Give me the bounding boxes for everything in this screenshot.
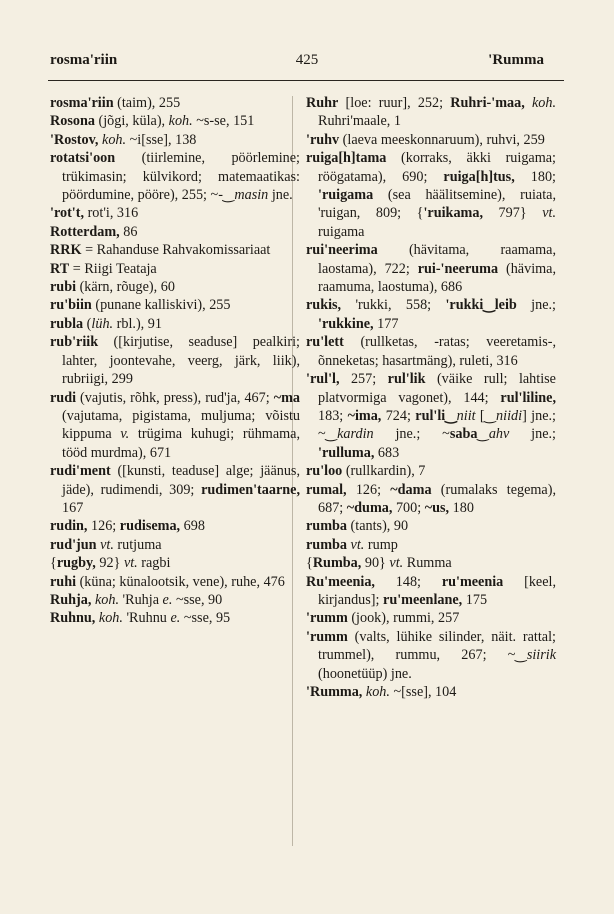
dictionary-entry: ru'lett (rullketas, -ratas; veeretamis-, õnneketas; hasartmäng), ruleti, 316 <box>306 334 556 369</box>
dictionary-entry: rotatsi'oon (tiirlemine, pöörlemine; trükimasin; külvikord; matemaatikas: pöördumine, pööre), 255; ~-‿masin jne. <box>50 150 300 204</box>
dictionary-entry: ruiga[h]tama (korraks, äkki ruigama; röögatama), 690; ruiga[h]tus, 180; 'ruigama (sea häälitsemine), ruiata, 'ruigan, 809; {'ruikama, 797} vt. ruigama <box>306 150 556 240</box>
header-right-guideword: 'Rumma <box>488 52 544 68</box>
dictionary-entry: rud'jun vt. rutjuma <box>50 536 162 553</box>
dictionary-entry: {Rumba, 90} vt. Rumma <box>306 555 452 572</box>
dictionary-entry: Ruhr [loe: ruur], 252; Ruhri-'maa, koh. Ruhri'maale, 1 <box>306 95 556 130</box>
right-column <box>306 94 556 701</box>
page-number: 425 <box>295 52 319 68</box>
header-rule <box>48 80 564 81</box>
dictionary-entry: rubla (lüh. rbl.), 91 <box>50 315 162 332</box>
dictionary-entry: rui'neerima (hävitama, raamama, laostama), 722; rui-'neeruma (hävima, raamuma, laostuma), 686 <box>306 242 557 296</box>
dictionary-entry: rudin, 126; rudisema, 698 <box>50 518 205 535</box>
dictionary-entry: 'ruhv (laeva meeskonnaruum), ruhvi, 259 <box>306 131 545 148</box>
dictionary-entry: rosma'riin (taim), 255 <box>50 95 181 111</box>
dictionary-entry: 'Rumma, koh. ~[sse], 104 <box>306 684 457 700</box>
dictionary-entry: 'rumm (jook), rummi, 257 <box>306 610 460 627</box>
dictionary-entry: RT = Riigi Teataja <box>50 260 157 277</box>
dictionary-entry: RRK = Rahanduse Rahvakomissariaat <box>50 242 271 259</box>
dictionary-entry: rudi (vajutis, rõhk, press), rud'ja, 467; ~ma (vajutama, pigistama, muljuma; võistu kippuma v. trügima kuhugi; rühmama, tööd murdma), 671 <box>50 389 300 461</box>
dictionary-entry: 'rumm (valts, lühike silinder, näit. rattal; trummel), rummu, 267; ~‿siirik (hoonetüüp) jne. <box>306 628 556 682</box>
header-left-guideword: rosma'riin <box>50 52 118 68</box>
dictionary-entry: 'rot't, rot'i, 316 <box>50 205 139 222</box>
dictionary-entry: rumba vt. rump <box>306 536 398 553</box>
dictionary-entry: rub'riik ([kirjutise, seaduse] pealkiri; lahter, joontevahe, veerg, järk, liik), rubriigi, 299 <box>50 334 300 388</box>
dictionary-entry: Rosona (jõgi, küla), koh. ~s-se, 151 <box>50 113 255 130</box>
dictionary-entry: rukis, 'rukki, 558; 'rukki‿leib jne.; 'rukkine, 177 <box>306 297 557 332</box>
dictionary-entry: rumal, 126; ~dama (rumalaks tegema), 687; ~duma, 700; ~us, 180 <box>306 481 556 516</box>
dictionary-entry: Rotterdam, 86 <box>50 223 138 240</box>
page-header <box>0 52 614 76</box>
dictionary-entry: Ru'meenia, 148; ru'meenia [keel, kirjandus]; ru'meenlane, 175 <box>306 573 556 608</box>
dictionary-entry: Ruhja, koh. 'Ruhja e. ~sse, 90 <box>50 591 223 608</box>
dictionary-entry: rumba (tants), 90 <box>306 518 409 535</box>
left-column <box>50 94 300 628</box>
dictionary-entry: 'Rostov, koh. ~i[sse], 138 <box>50 131 197 148</box>
dictionary-entry: 'rul'l, 257; rul'lik (väike rull; lahtise platvormiga vagonet), 144; rul'liline, 183; ~ima, 724; rul'li‿niit [‿niidi] jne.; ~‿kardin jne.; ~saba‿ahv jne.; 'rulluma, 683 <box>306 371 557 461</box>
dictionary-entry: rudi'ment ([kunsti, teaduse] alge; jäänus, jäde), rudimendi, 309; rudimen'taarne, 167 <box>50 463 300 516</box>
dictionary-entry: Ruhnu, koh. 'Ruhnu e. ~sse, 95 <box>50 610 231 627</box>
dictionary-entry: ru'loo (rullkardin), 7 <box>306 463 426 480</box>
dictionary-entry: {rugby, 92} vt. ragbi <box>50 555 171 572</box>
dictionary-entry: ruhi (küna; künalootsik, vene), ruhe, 476 <box>50 573 285 590</box>
dictionary-entry: ru'biin (punane kalliskivi), 255 <box>50 297 231 314</box>
dictionary-entry: rubi (kärn, rõuge), 60 <box>50 279 175 296</box>
